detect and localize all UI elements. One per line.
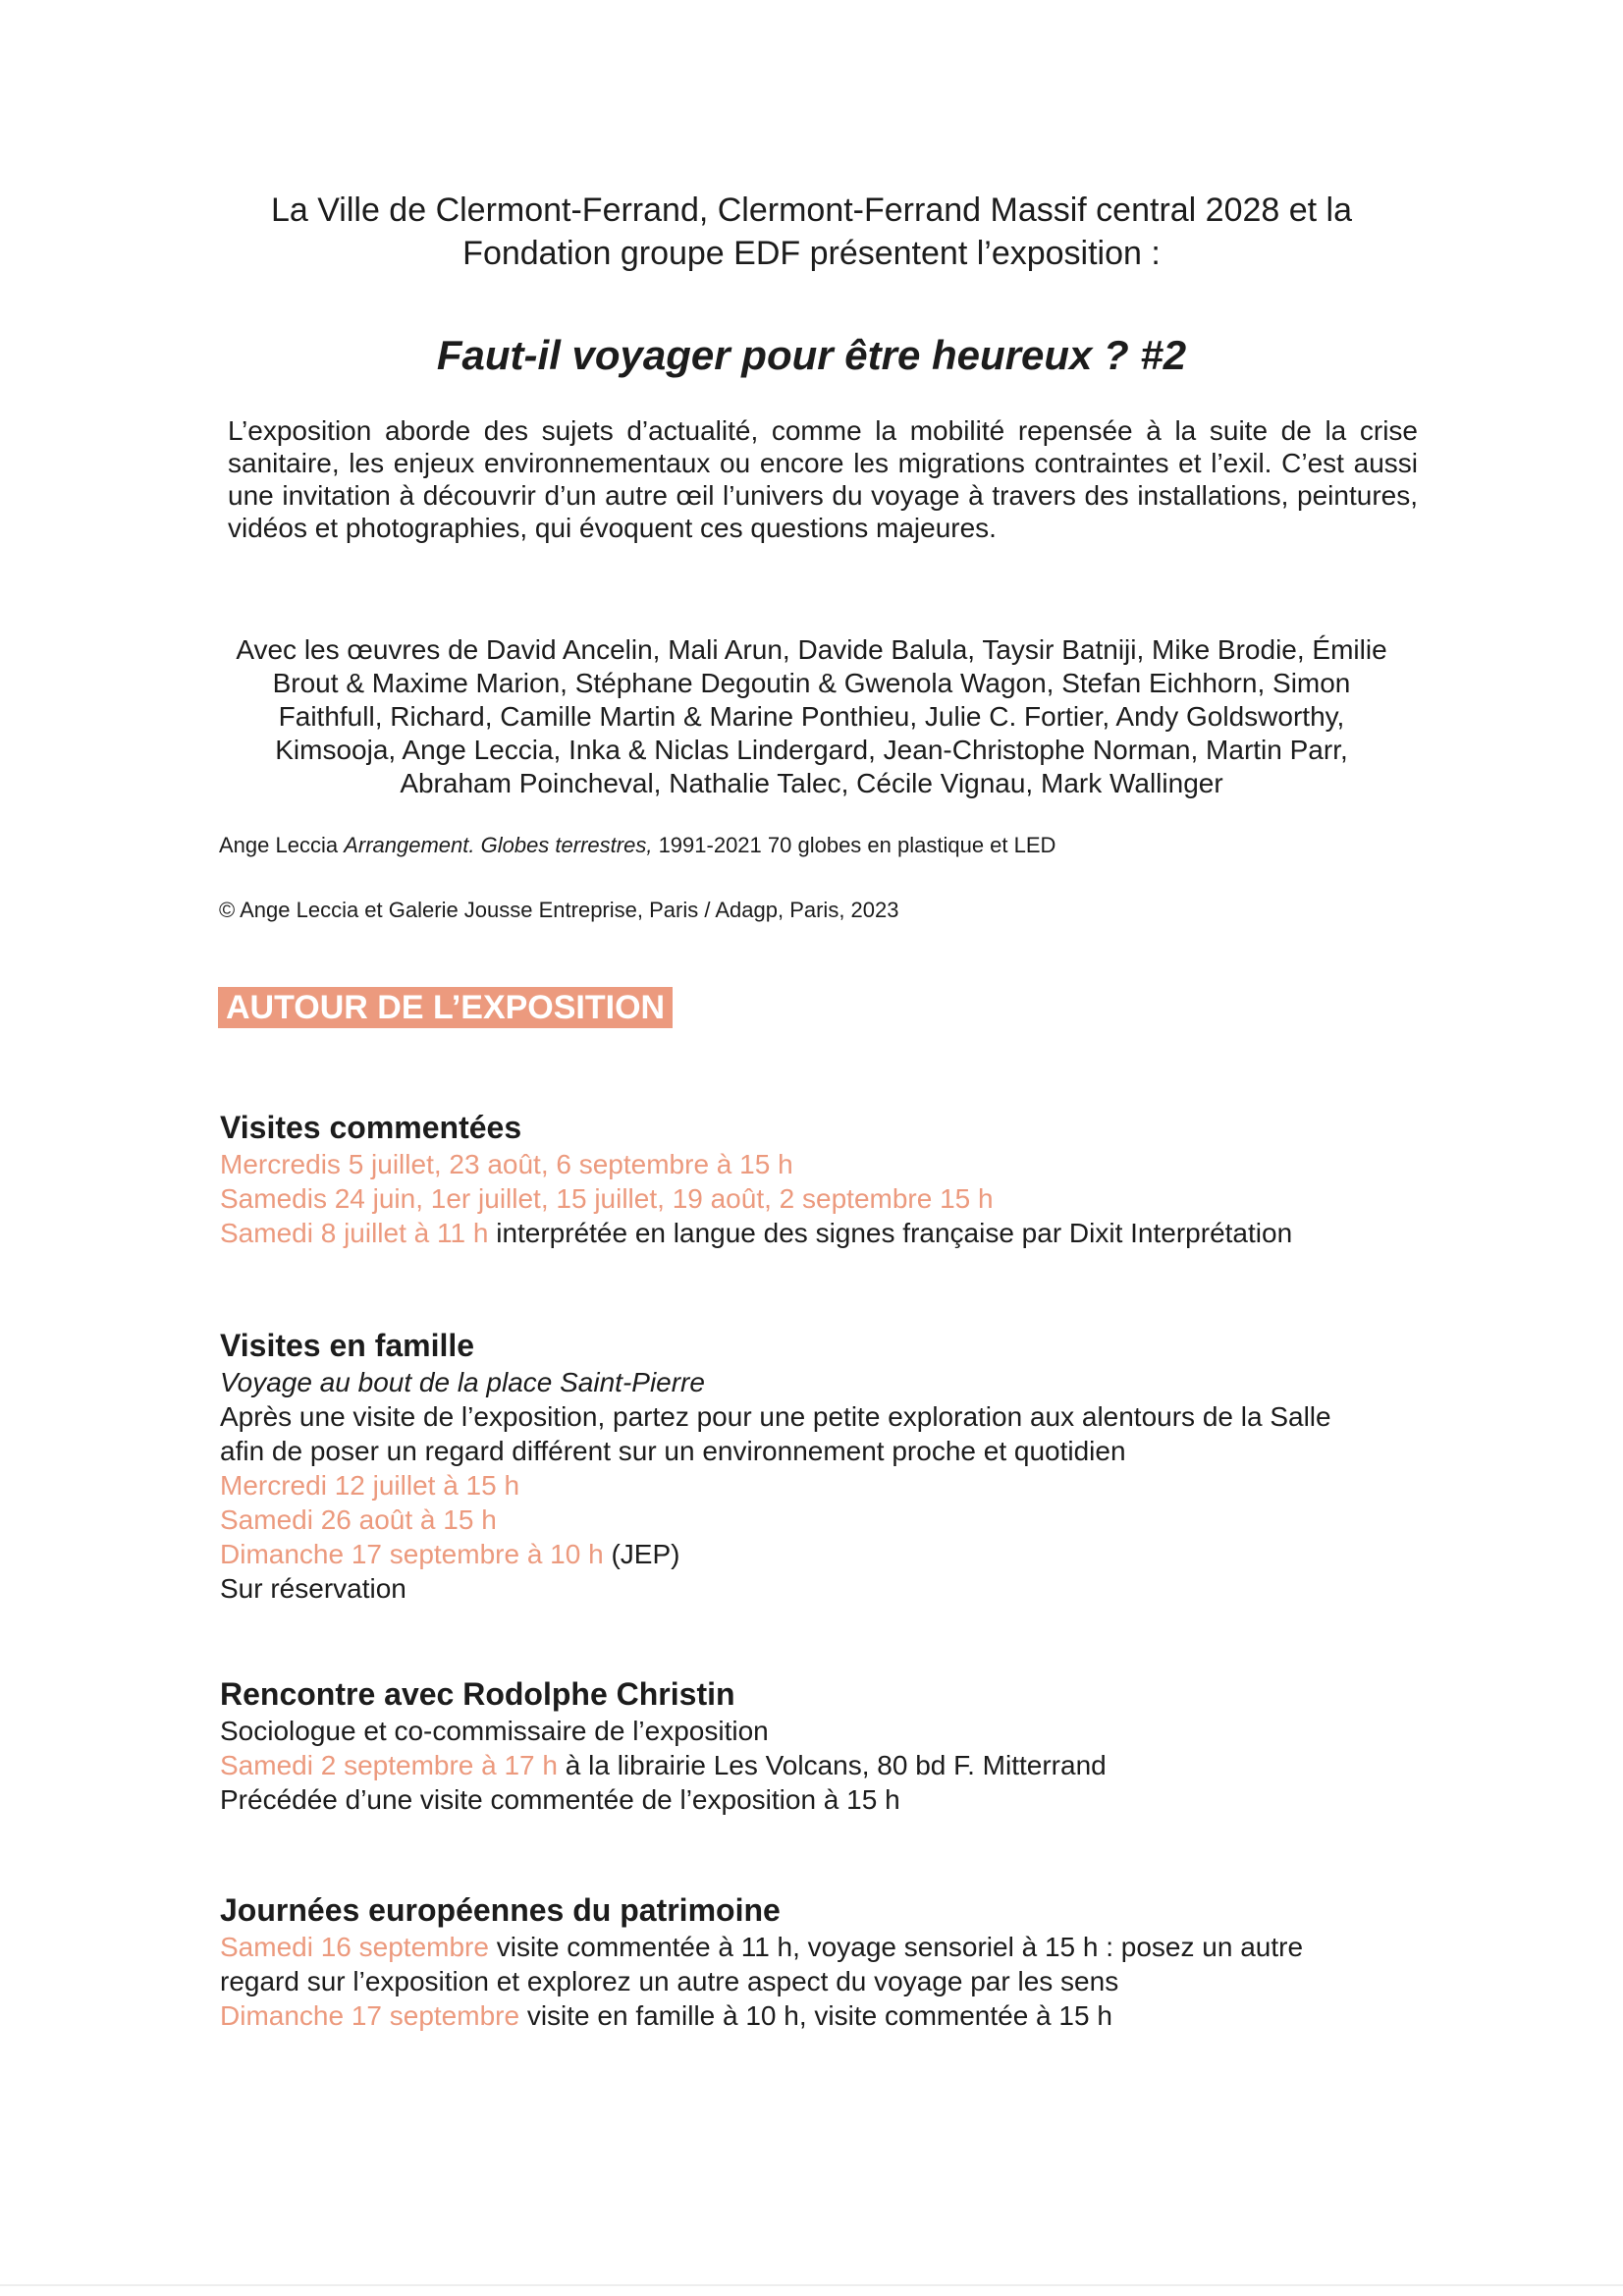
date-text: Samedi 26 août à 15 h (220, 1504, 497, 1535)
booking-note: Sur réservation (220, 1573, 406, 1604)
section-note: Précédée d’une visite commentée de l’exposition à 15 h (220, 1784, 900, 1815)
section-description: afin de poser un regard différent sur un environnement proche et quotidien (220, 1436, 1126, 1466)
date-text: Samedis 24 juin, 1er juillet, 15 juillet, 19 août, 2 septembre 15 h (220, 1183, 994, 1214)
caption-artist: Ange Leccia (219, 833, 345, 857)
event-detail: regard sur l’exposition et explorez un autre aspect du voyage par les sens (220, 1966, 1119, 1996)
date-text: Mercredi 12 juillet à 15 h (220, 1470, 520, 1501)
date-text: Samedi 8 juillet à 11 h (220, 1218, 489, 1248)
date-text: Dimanche 17 septembre (220, 2000, 520, 2031)
artists-line: Avec les œuvres de David Ancelin, Mali Arun, Davide Balula, Taysir Batniji, Mike Brodie, Émilie (236, 634, 1387, 665)
page-bottom-edge (0, 2284, 1623, 2286)
event-detail: visite en famille à 10 h, visite commentée à 15 h (519, 2000, 1112, 2031)
section-subtitle: Sociologue et co-commissaire de l’exposition (220, 1716, 769, 1746)
exhibition-description: L’exposition aborde des sujets d’actualité, comme la mobilité repensée à la suite de la crise sanitaire, les enjeux environnementaux ou encore les migrations contraintes et l’exil. C’est aussi une invitation à découvrir d’un autre œil l’univers du voyage à travers des installations, peintures, vidéos et photographies, qui évoquent ces questions majeures. (228, 415, 1418, 543)
date-text: Dimanche 17 septembre à 10 h (220, 1539, 604, 1569)
intro-heading (196, 189, 1427, 275)
section-rencontre (220, 1674, 1428, 1817)
intro-line-1: La Ville de Clermont-Ferrand, Clermont-Ferrand Massif central 2028 et la (270, 191, 1353, 229)
section-heading: Visites en famille (220, 1328, 475, 1363)
event-detail: interprétée en langue des signes française par Dixit Interprétation (488, 1218, 1293, 1248)
event-detail: visite commentée à 11 h, voyage sensoriel à 15 h : posez un autre (488, 1932, 1304, 1962)
date-text: Samedi 16 septembre (220, 1932, 489, 1962)
artists-line: Faithfull, Richard, Camille Martin & Marine Ponthieu, Julie C. Fortier, Andy Goldsworthy, (278, 701, 1345, 732)
date-text: Mercredis 5 juillet, 23 août, 6 septembre à 15 h (220, 1149, 793, 1179)
copyright-line: © Ange Leccia et Galerie Jousse Entreprise, Paris / Adagp, Paris, 2023 (219, 898, 899, 922)
artists-list (196, 633, 1427, 800)
event-detail: à la librairie Les Volcans, 80 bd F. Mitterrand (557, 1750, 1107, 1780)
section-jep (220, 1890, 1428, 2033)
section-subtitle: Voyage au bout de la place Saint-Pierre (220, 1367, 705, 1397)
section-description: Après une visite de l’exposition, partez pour une petite exploration aux alentours de la Salle (220, 1401, 1331, 1432)
section-band: AUTOUR DE L’EXPOSITION (218, 987, 673, 1028)
artists-line: Kimsooja, Ange Leccia, Inka & Niclas Lindergard, Jean-Christophe Norman, Martin Parr, (275, 735, 1348, 765)
section-heading: Rencontre avec Rodolphe Christin (220, 1676, 735, 1712)
caption-work: Arrangement. Globes terrestres, (344, 833, 653, 857)
caption-details: 1991-2021 70 globes en plastique et LED (652, 833, 1056, 857)
exhibition-title: Faut-il voyager pour être heureux ? #2 (436, 332, 1187, 378)
date-text: Samedi 2 septembre à 17 h (220, 1750, 558, 1780)
event-detail: (JEP) (603, 1539, 680, 1569)
image-caption (219, 833, 1397, 858)
section-heading: Visites commentées (220, 1110, 522, 1145)
artists-line: Brout & Maxime Marion, Stéphane Degoutin & Gwenola Wagon, Stefan Eichhorn, Simon (272, 668, 1351, 698)
section-visites-famille (220, 1326, 1428, 1606)
intro-line-2: Fondation groupe EDF présentent l’exposition : (462, 235, 1161, 272)
section-heading: Journées européennes du patrimoine (220, 1892, 781, 1928)
section-visites-commentees (220, 1108, 1428, 1250)
artists-line: Abraham Poincheval, Nathalie Talec, Cécile Vignau, Mark Wallinger (400, 768, 1223, 798)
